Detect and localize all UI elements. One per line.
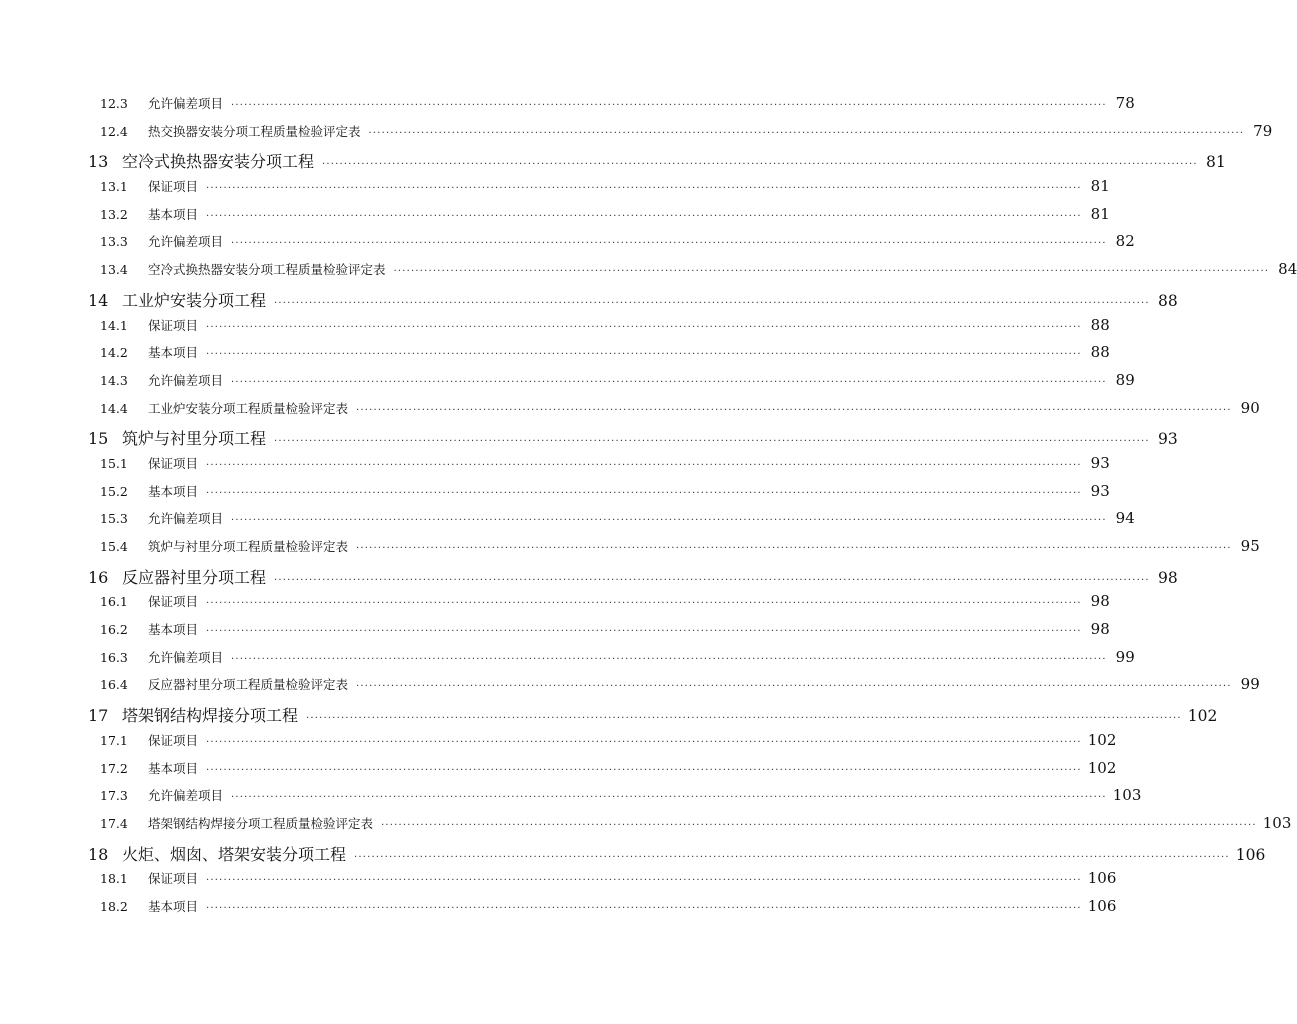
toc-entry-page-number: 93 bbox=[1158, 430, 1178, 449]
toc-dot-leader: ········································································································································································································ bbox=[274, 297, 1150, 309]
toc-entry-number: 13.4 bbox=[100, 262, 128, 278]
toc-entry-title: 保证项目 bbox=[148, 317, 199, 333]
toc-section-entry bbox=[0, 620, 1110, 648]
toc-entry-page-number: 103 bbox=[1262, 813, 1292, 832]
toc-entry-page-number: 94 bbox=[1115, 509, 1135, 528]
toc-dot-leader: ········································································································································································································ bbox=[306, 713, 1182, 725]
toc-entry-page-number: 99 bbox=[1240, 675, 1260, 694]
toc-entry-title: 工业炉安装分项工程质量检验评定表 bbox=[148, 400, 349, 416]
toc-section-entry bbox=[0, 675, 1260, 703]
toc-entry-title: 基本项目 bbox=[148, 206, 199, 222]
toc-entry-page-number: 102 bbox=[1087, 730, 1117, 749]
toc-section-entry bbox=[0, 481, 1110, 510]
toc-dot-leader: ········································································································································································································ bbox=[231, 792, 1107, 804]
toc-entry-number: 15.2 bbox=[100, 483, 128, 499]
toc-entry-page-number: 106 bbox=[1087, 896, 1117, 915]
toc-entry-title: 允许偏差项目 bbox=[148, 788, 224, 804]
toc-entry-page-number: 81 bbox=[1090, 177, 1110, 196]
toc-entry-title: 空冷式换热器安装分项工程 bbox=[122, 152, 315, 172]
toc-section-entry bbox=[0, 647, 1135, 676]
toc-entry-number: 15.1 bbox=[100, 455, 128, 471]
toc-dot-leader: ········································································································································································································ bbox=[206, 459, 1082, 471]
toc-dot-leader: ········································································································································································································ bbox=[206, 487, 1082, 499]
toc-dot-leader: ········································································································································································································ bbox=[381, 819, 1257, 831]
toc-section-entry bbox=[0, 758, 1117, 787]
toc-section-entry bbox=[0, 343, 1110, 371]
toc-entry-number: 18 bbox=[88, 844, 109, 864]
toc-entry-title: 保证项目 bbox=[148, 871, 199, 887]
toc-entry-number: 12.3 bbox=[100, 96, 128, 111]
toc-entry-number: 18.1 bbox=[100, 871, 128, 887]
toc-entry-title: 保证项目 bbox=[148, 594, 199, 610]
toc-entry-title: 反应器衬里分项工程 bbox=[122, 567, 267, 587]
toc-entry-title: 筑炉与衬里分项工程质量检验评定表 bbox=[148, 539, 349, 554]
toc-dot-leader: ········································································································································································································ bbox=[206, 736, 1082, 748]
toc-entry-number: 17.2 bbox=[100, 760, 128, 776]
toc-section-entry bbox=[0, 177, 1110, 205]
toc-entry-number: 14.3 bbox=[100, 372, 128, 388]
toc-chapter-entry bbox=[0, 703, 1218, 731]
toc-section-entry bbox=[0, 813, 1292, 842]
toc-dot-leader: ········································································································································································································ bbox=[231, 653, 1107, 665]
toc-entry-page-number: 81 bbox=[1090, 204, 1110, 223]
toc-dot-leader: ········································································································································································································ bbox=[231, 515, 1107, 527]
toc-chapter-entry bbox=[0, 149, 1226, 177]
toc-entry-title: 热交换器安装分项工程质量检验评定表 bbox=[148, 123, 361, 139]
toc-entry-page-number: 93 bbox=[1090, 453, 1110, 472]
toc-entry-number: 14.1 bbox=[100, 317, 128, 333]
toc-dot-leader: ········································································································································································································ bbox=[322, 159, 1198, 171]
toc-entry-title: 保证项目 bbox=[148, 179, 199, 195]
toc-entry-title: 保证项目 bbox=[148, 455, 199, 471]
toc-entry-number: 16.4 bbox=[100, 677, 128, 693]
toc-dot-leader: ········································································································································································································ bbox=[368, 127, 1245, 139]
toc-entry-number: 16.3 bbox=[100, 649, 128, 665]
toc-dot-leader: ········································································································································································································ bbox=[206, 875, 1082, 887]
toc-dot-leader: ········································································································································································································ bbox=[356, 681, 1232, 693]
toc-entry-number: 15.3 bbox=[100, 511, 128, 527]
toc-section-entry bbox=[0, 786, 1142, 814]
toc-entry-page-number: 103 bbox=[1112, 786, 1142, 805]
toc-chapter-entry bbox=[0, 565, 1178, 593]
toc-dot-leader: ········································································································································································································ bbox=[354, 851, 1230, 863]
toc-entry-number: 15.4 bbox=[100, 539, 128, 554]
toc-section-entry bbox=[0, 315, 1110, 344]
toc-dot-leader: ········································································································································································································ bbox=[206, 598, 1082, 610]
toc-entry-title: 反应器衬里分项工程质量检验评定表 bbox=[148, 677, 349, 693]
toc-entry-page-number: 98 bbox=[1090, 620, 1110, 639]
toc-dot-leader: ········································································································································································································ bbox=[231, 100, 1107, 111]
toc-dot-leader: ········································································································································································································ bbox=[206, 321, 1082, 333]
toc-entry-number: 16 bbox=[88, 567, 109, 587]
toc-entry-title: 基本项目 bbox=[148, 760, 199, 776]
toc-dot-leader: ········································································································································································································ bbox=[231, 376, 1107, 388]
toc-entry-page-number: 78 bbox=[1115, 94, 1135, 112]
toc-entry-title: 允许偏差项目 bbox=[148, 649, 224, 665]
toc-entry-page-number: 106 bbox=[1235, 845, 1266, 864]
toc-entry-title: 允许偏差项目 bbox=[148, 234, 224, 250]
toc-section-entry bbox=[0, 260, 1297, 288]
toc-dot-leader: ········································································································································································································ bbox=[206, 626, 1082, 638]
toc-entry-number: 14.2 bbox=[100, 345, 128, 361]
toc-dot-leader: ········································································································································································································ bbox=[206, 902, 1082, 914]
toc-entry-number: 16.1 bbox=[100, 594, 128, 610]
toc-dot-leader: ········································································································································································································ bbox=[274, 574, 1150, 586]
toc-entry-page-number: 98 bbox=[1090, 592, 1110, 611]
toc-entry-title: 允许偏差项目 bbox=[148, 372, 224, 388]
toc-entry-title: 塔架钢结构焊接分项工程质量检验评定表 bbox=[148, 815, 374, 831]
toc-entry-page-number: 95 bbox=[1240, 537, 1260, 555]
toc-entry-title: 基本项目 bbox=[148, 483, 199, 499]
toc-section-entry bbox=[0, 537, 1260, 565]
toc-section-entry bbox=[0, 232, 1135, 260]
toc-entry-number: 13.1 bbox=[100, 179, 128, 195]
toc-entry-page-number: 99 bbox=[1115, 647, 1135, 666]
toc-entry-number: 18.2 bbox=[100, 898, 128, 914]
toc-dot-leader: ········································································································································································································ bbox=[206, 764, 1082, 776]
toc-section-entry bbox=[0, 398, 1260, 427]
table-of-contents bbox=[0, 94, 1297, 925]
toc-entry-page-number: 106 bbox=[1087, 869, 1117, 888]
toc-section-entry bbox=[0, 730, 1117, 759]
toc-entry-title: 空冷式换热器安装分项工程质量检验评定表 bbox=[148, 262, 386, 278]
toc-entry-page-number: 79 bbox=[1253, 121, 1273, 140]
toc-entry-number: 15 bbox=[88, 429, 109, 449]
toc-entry-page-number: 84 bbox=[1278, 260, 1297, 279]
toc-dot-leader: ········································································································································································································ bbox=[206, 349, 1082, 361]
toc-section-entry bbox=[0, 204, 1110, 233]
toc-entry-number: 13.2 bbox=[100, 206, 128, 222]
toc-section-entry bbox=[0, 896, 1117, 925]
toc-entry-number: 17 bbox=[88, 706, 109, 726]
toc-entry-title: 塔架钢结构焊接分项工程 bbox=[122, 706, 299, 726]
toc-entry-page-number: 90 bbox=[1240, 398, 1260, 417]
toc-entry-number: 12.4 bbox=[100, 123, 128, 139]
toc-section-entry bbox=[0, 370, 1135, 399]
toc-dot-leader: ········································································································································································································ bbox=[206, 210, 1082, 222]
toc-section-entry bbox=[0, 869, 1117, 897]
toc-dot-leader: ········································································································································································································ bbox=[356, 404, 1232, 416]
toc-entry-title: 基本项目 bbox=[148, 898, 199, 914]
toc-entry-number: 17.3 bbox=[100, 788, 128, 804]
toc-chapter-entry bbox=[0, 842, 1266, 870]
toc-entry-number: 16.2 bbox=[100, 622, 128, 638]
toc-chapter-entry bbox=[0, 426, 1178, 454]
toc-dot-leader: ········································································································································································································ bbox=[356, 543, 1232, 554]
toc-entry-page-number: 102 bbox=[1187, 707, 1218, 726]
toc-entry-number: 17.4 bbox=[100, 815, 128, 831]
toc-entry-number: 13 bbox=[88, 152, 109, 172]
toc-entry-title: 筑炉与衬里分项工程 bbox=[122, 429, 267, 449]
toc-entry-title: 允许偏差项目 bbox=[148, 511, 224, 527]
toc-entry-page-number: 82 bbox=[1115, 232, 1135, 251]
toc-section-entry bbox=[0, 453, 1110, 482]
toc-chapter-entry bbox=[0, 288, 1178, 316]
toc-section-entry bbox=[0, 121, 1273, 150]
toc-dot-leader: ········································································································································································································ bbox=[274, 436, 1150, 448]
toc-entry-number: 14 bbox=[88, 290, 109, 310]
toc-section-entry bbox=[0, 509, 1135, 537]
toc-entry-page-number: 93 bbox=[1090, 481, 1110, 500]
toc-dot-leader: ········································································································································································································ bbox=[393, 266, 1270, 278]
toc-entry-number: 14.4 bbox=[100, 400, 128, 416]
toc-entry-page-number: 88 bbox=[1090, 315, 1110, 334]
toc-entry-title: 工业炉安装分项工程 bbox=[122, 290, 267, 310]
toc-entry-page-number: 98 bbox=[1158, 568, 1178, 587]
toc-entry-page-number: 88 bbox=[1158, 291, 1178, 310]
toc-entry-page-number: 88 bbox=[1090, 343, 1110, 362]
toc-entry-number: 17.1 bbox=[100, 732, 128, 748]
toc-section-entry bbox=[0, 592, 1110, 620]
toc-entry-title: 允许偏差项目 bbox=[148, 96, 224, 111]
toc-dot-leader: ········································································································································································································ bbox=[231, 238, 1107, 250]
toc-entry-title: 保证项目 bbox=[148, 732, 199, 748]
toc-section-entry bbox=[0, 94, 1135, 122]
toc-entry-number: 13.3 bbox=[100, 234, 128, 250]
toc-entry-title: 火炬、烟囱、塔架安装分项工程 bbox=[122, 844, 347, 864]
toc-dot-leader: ········································································································································································································ bbox=[206, 183, 1082, 195]
toc-entry-title: 基本项目 bbox=[148, 345, 199, 361]
toc-entry-page-number: 102 bbox=[1087, 758, 1117, 777]
toc-entry-page-number: 89 bbox=[1115, 370, 1135, 389]
toc-entry-page-number: 81 bbox=[1206, 153, 1226, 172]
toc-entry-title: 基本项目 bbox=[148, 622, 199, 638]
